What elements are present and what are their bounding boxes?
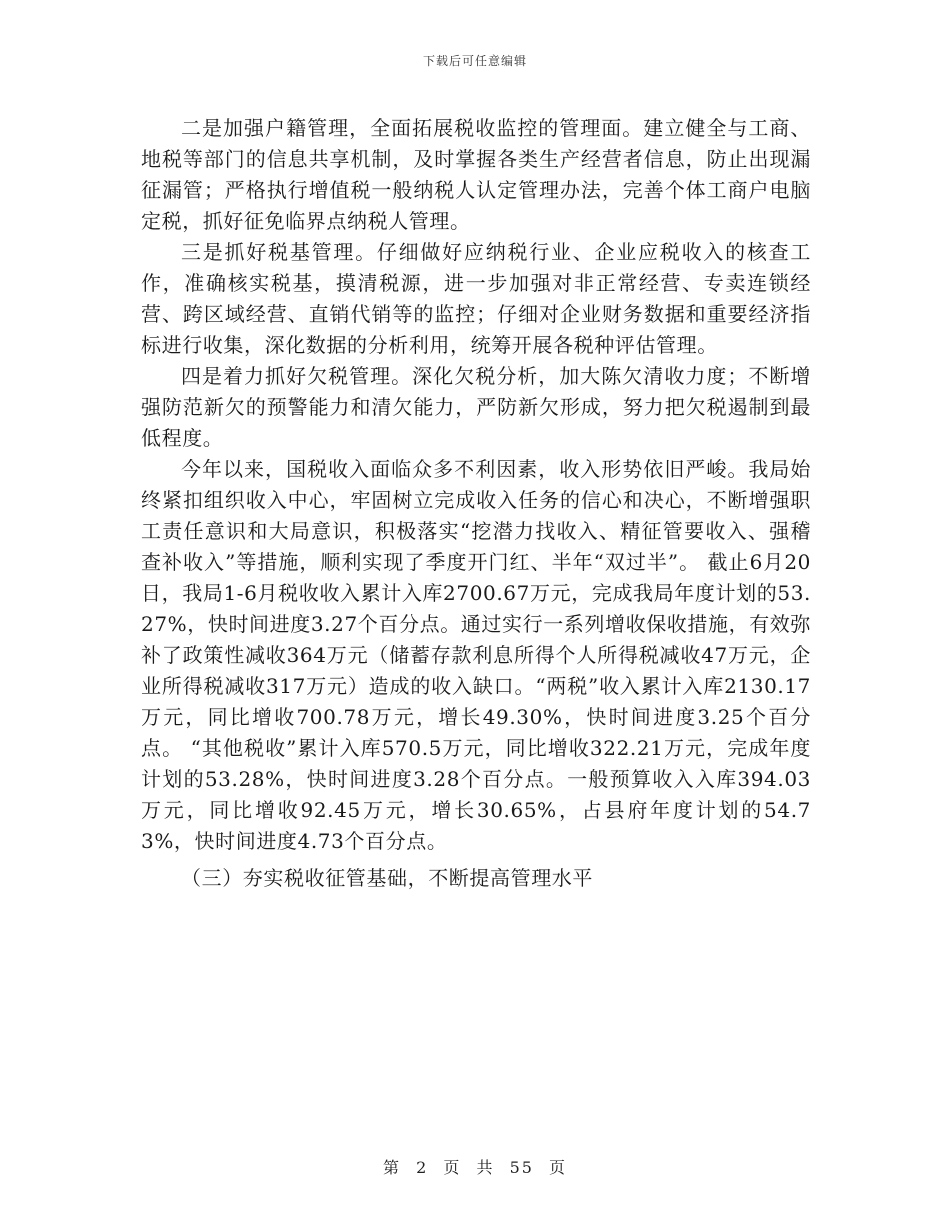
paragraph-tax-base: 三是抓好税基管理。仔细做好应纳税行业、企业应税收入的核查工作，准确核实税基，摸清税源，进一步加强对非正常经营、专卖连锁经营、跨区域经营、直销代销等的监控；仔细对企业财务数据和重要经济指标进行收集，深化数据的分析利用，统筹开展各税种评估管理。 <box>141 240 811 357</box>
page-footer <box>0 1155 950 1178</box>
total-pages: 55 <box>509 1158 534 1177</box>
page-mid: 页 <box>443 1158 462 1177</box>
document-body <box>141 113 811 894</box>
paragraph-revenue-summary: 今年以来，国税收入面临众多不利因素，收入形势依旧严峻。我局始终紧扣组织收入中心，牢固树立完成收入任务的信心和决心，不断增强职工责任意识和大局意识，积极落实“挖潜力找收入、精征管要收入、强稽查补收入”等措施，顺利实现了季度开门红、半年“双过半”。 截止6月20日，我局1-6月税收收入累计入库2700.67万元，完成我局年度计划的53.27%，快时间进度3.27个百分点。通过实行一系列增收保收措施，有效弥补了政策性减收364万元（储蓄存款利息所得个人所得税减收47万元，企业所得税减收317万元）造成的收入缺口。“两税”收入累计入库2130.17万元，同比增收700.78万元，增长49.30%，快时间进度3.25个百分点。 “其他税收”累计入库570.5万元，同比增收322.21万元，完成年度计划的53.28%，快时间进度3.28个百分点。一般预算收入入库394.03万元，同比增收92.45万元，增长30.65%，占县府年度计划的54.73%，快时间进度4.73个百分点。 <box>141 457 811 853</box>
total-prefix: 共 <box>476 1158 495 1177</box>
page-prefix: 第 <box>382 1158 401 1177</box>
total-suffix: 页 <box>549 1158 568 1177</box>
paragraph-arrears: 四是着力抓好欠税管理。深化欠税分析，加大陈欠清收力度；不断增强防范新欠的预警能力和清欠能力，严防新欠形成，努力把欠税遏制到最低程度。 <box>141 364 811 450</box>
section-heading: （三）夯实税收征管基础，不断提高管理水平 <box>181 866 593 890</box>
page-header: 下载后可任意编辑 <box>422 54 527 68</box>
page-number: 2 <box>416 1158 429 1177</box>
paragraph-household-registration: 二是加强户籍管理，全面拓展税收监控的管理面。建立健全与工商、地税等部门的信息共享机制，及时掌握各类生产经营者信息，防止出现漏征漏管；严格执行增值税一般纳税人认定管理办法，完善个体工商户电脑定税，抓好征免临界点纳税人管理。 <box>141 116 811 233</box>
